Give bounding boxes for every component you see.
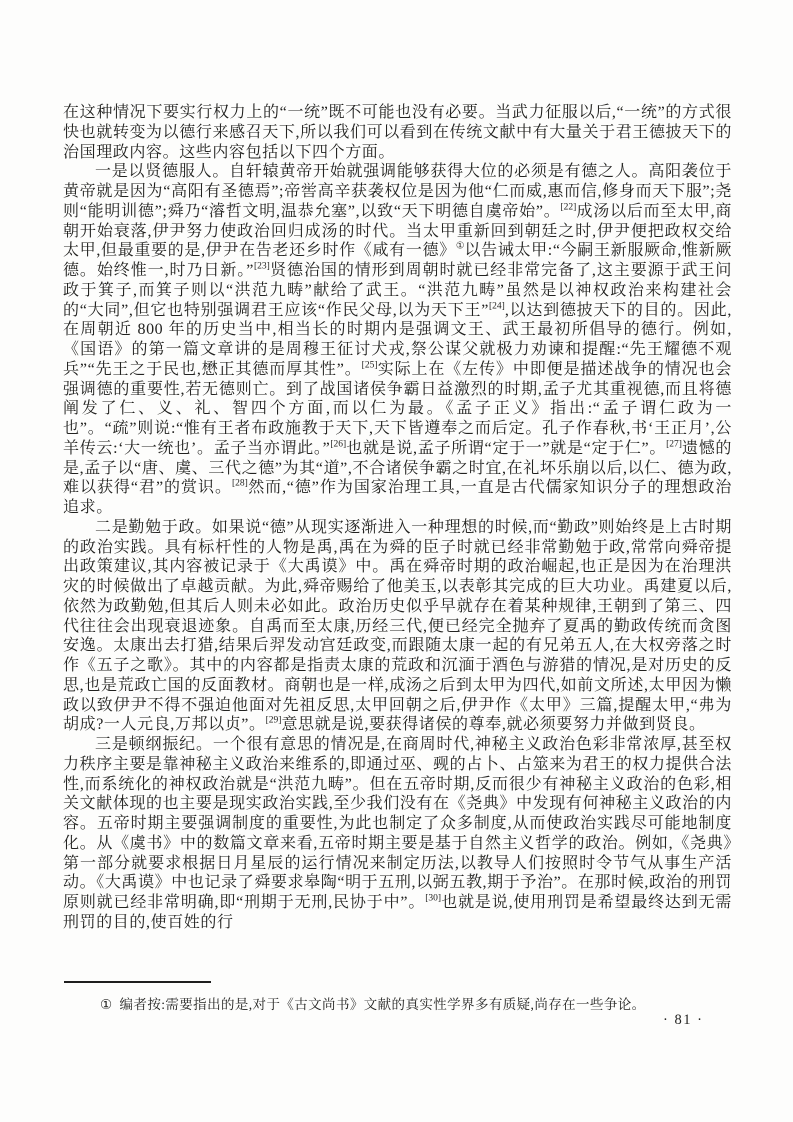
footnote-ref: [22]: [560, 202, 577, 213]
footnote-separator: [64, 981, 211, 983]
paragraph: 在这种情况下要实行权力上的“一统”既不可能也没有必要。当武力征服以后,“一统”的方式很快也就转变为以德行来感召天下,所以我们可以看到在传统文献中有大量关于君王德披天下的治国理政内容。这些内容包括以下四个方面。: [63, 104, 732, 161]
footnote-ref: [25]: [361, 360, 378, 371]
page-number: · 81 ·: [663, 1012, 704, 1028]
body-text: [63, 103, 732, 933]
footnote-ref: ①: [455, 241, 465, 252]
paragraph: 一是以贤德服人。自轩辕黄帝开始就强调能够获得大位的必须是有德之人。高阳袭位于黄帝就是因为“高阳有圣德焉”;帝喾高辛获袭权位是因为他“仁而威,惠而信,修身而天下服”;尧则“能明训德”;舜乃“濬哲文明,温恭允塞”,以致“天下明德自虞帝始”。[22]成汤以后而至太甲,商朝开始衰落,伊尹努力使政治回归成汤的时代。当太甲重新回到朝廷之时,伊尹便把政权交给太甲,但最重要的是,伊尹在告老还乡时作《咸有一德》①以告诫太甲:“今嗣王新服厥命,惟新厥德。始终惟一,时乃日新。”[23]贤德治国的情形到周朝时就已经非常完备了,这主要源于武王问政于箕子,而箕子则以“洪范九畴”献给了武王。“洪范九畴”虽然是以神权政治来构建社会的“大同”,但它也特别强调君王应该“作民父母,以为天下王”[24],以达到德披天下的目的。因此,在周朝近 800 年的历史当中,相当长的时期内是强调文王、武王最初所倡导的德行。例如,《国语》的第一篇文章讲的是周穆王征讨犬戎,祭公谋父就极力劝谏和提醒:“先王耀德不观兵”“先王之于民也,懋正其德而厚其性”。[25]实际上在《左传》中即便是描述战争的情况也会强调德的重要性,若无德则亡。到了战国诸侯争霸日益激烈的时期,孟子尤其重视德,而且将德阐发了仁、义、礼、智四个方面,而以仁为最。《孟子正义》指出:“孟子谓仁政为一也”。“疏”则说:“惟有王者布政施教于天下,天下皆遵奉之而后定。孔子作春秋,书‘王正月’,公羊传云:‘大一统也’。孟子当亦谓此。”[26]也就是说,孟子所谓“定于一”就是“定于仁”。[27]遗憾的是,孟子以“唐、虞、三代之德”为其“道”,不合诸侯争霸之时宜,在礼坏乐崩以后,以仁、德为政,难以获得“君”的赏识。[28]然而,“德”作为国家治理工具,一直是古代儒家知识分子的理想政治追求。: [63, 163, 732, 516]
footnote-ref: [23]: [253, 261, 270, 272]
footnote-text: 编者按:需要指出的是,对于《古文尚书》文献的真实性学界多有质疑,尚存在一些争论。: [119, 997, 646, 1012]
footnote-ref: [30]: [425, 893, 442, 904]
footnote-ref: [24]: [488, 301, 505, 312]
footnote: [100, 996, 732, 1013]
footnote-ref: [27]: [666, 439, 682, 450]
footnote-marker: ①: [100, 997, 113, 1012]
paragraph: 三是顿纲振纪。一个很有意思的情况是,在商周时代,神秘主义政治色彩非常浓厚,甚至权力秩序主要是靠神秘主义政治来维系的,即通过巫、觋的占卜、占筮来为君王的权力提供合法性,而系统化的神权政治就是“洪范九畴”。但在五帝时期,反而很少有神秘主义政治的色彩,相关文献体现的也主要是现实政治实践,至少我们没有在《尧典》中发现有何神秘主义政治的内容。五帝时期主要强调制度的重要性,为此也制定了众多制度,从而使政治实践尽可能地制度化。从《虞书》中的数篇文章来看,五帝时期主要是基于自然主义哲学的政治。例如,《尧典》第一部分就要求根据日月星辰的运行情况来制定历法,以教导人们按照时令节气从事生产活动。《大禹谟》中也记录了舜要求皋陶“明于五刑,以弼五教,期于予治”。在那时候,政治的刑罚原则就已经非常明确,即“刑期于无刑,民协于中”。[30]也就是说,使用刑罚是希望最终达到无需刑罚的目的,使百姓的行: [63, 736, 732, 931]
paragraph: 二是勤勉于政。如果说“德”从现实逐渐进入一种理想的时候,而“勤政”则始终是上古时期的政治实践。具有标杆性的人物是禹,禹在为舜的臣子时就已经非常勤勉于政,常常向舜帝提出政策建议,其内容被记录于《大禹谟》中。禹在舜帝时期的政治崛起,也正是因为在治理洪灾的时候做出了卓越贡献。为此,舜帝赐给了他美玉,以表彰其完成的巨大功业。禹建夏以后,依然为政勤勉,但其后人则未必如此。政治历史似乎早就存在着某种规律,王朝到了第三、四代往往会出现衰退迹象。自禹而至太康,历经三代,便已经完全抛弃了夏禹的勤政传统而贪图安逸。太康出去打猎,结果后羿发动宫廷政变,而跟随太康一起的有兄弟五人,在大权旁落之时作《五子之歌》。其中的内容都是指责太康的荒政和沉湎于酒色与游猎的情况,是对历史的反思,也是荒政亡国的反面教材。商朝也是一样,成汤之后到太甲为四代,如前文所述,太甲因为懒政以致伊尹不得不强迫他面对先祖反思,太甲回朝之后,伊尹作《太甲》三篇,提醒太甲,“弗为胡成?一人元良,万邦以贞”。[29]意思就是说,要获得诸侯的尊奉,就必须要努力并做到贤良。: [63, 518, 732, 734]
footnote-ref: [26]: [330, 439, 347, 450]
footnote-ref: [28]: [231, 478, 248, 489]
footnote-ref: [29]: [265, 715, 282, 726]
